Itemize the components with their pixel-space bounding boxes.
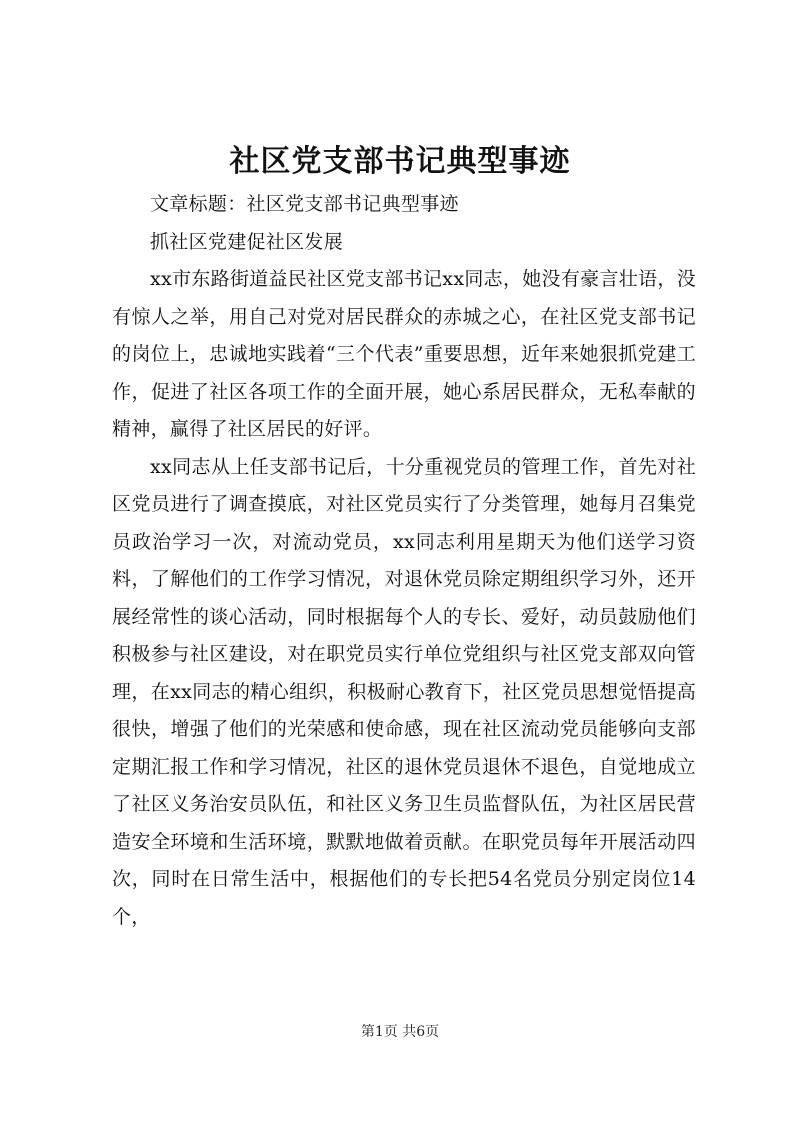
paragraph-1: xx市东路街道益民社区党支部书记xx同志，她没有豪言壮语，没有惊人之举，用自己对党对居民群众的赤城之心，在社区党支部书记的岗位上，忠诚地实践着“三个代表”重要思想，近年来她狠抓党建工作，促进了社区各项工作的全面开展，她心系居民群众，无私奉献的精神，赢得了社区居民的好评。 [112, 268, 696, 440]
document-title: 社区党支部书记典型事迹 [229, 144, 571, 179]
article-title-line: 文章标题：社区党支部书记典型事迹 [150, 193, 459, 215]
section-heading: 抓社区党建促社区发展 [150, 230, 344, 253]
paragraph-2: xx同志从上任支部书记后，十分重视党员的管理工作，首先对社区党员进行了调查摸底，对社区党员实行了分类管理，她每月召集党员政治学习一次，对流动党员，xx同志利用星期天为他们送学习资料，了解他们的工作学习情况，对退休党员除定期组织学习外，还开展经常性的谈心活动，同时根据每个人的专长、爱好，动员鼓励他们积极参与社区建设，对在职党员实行单位党组织与社区党支部双向管理，在xx同志的精心组织，积极耐心教育下，社区党员思想觉悟提高很快，增强了他们的光荣感和使命感，现在社区流动党员能够向支部定期汇报工作和学习情况，社区的退休党员退休不退色，自觉地成立了社区义务治安员队伍，和社区义务卫生员监督队伍，为社区居民营造安全环境和生活环境，默默地做着贡献。在职党员每年开展活动四次，同时在日常生活中，根据他们的专长把54名党员分别定岗位14个， [112, 455, 696, 928]
page-footer: 第1页 共6页 [360, 1024, 440, 1040]
document-body [112, 186, 696, 936]
